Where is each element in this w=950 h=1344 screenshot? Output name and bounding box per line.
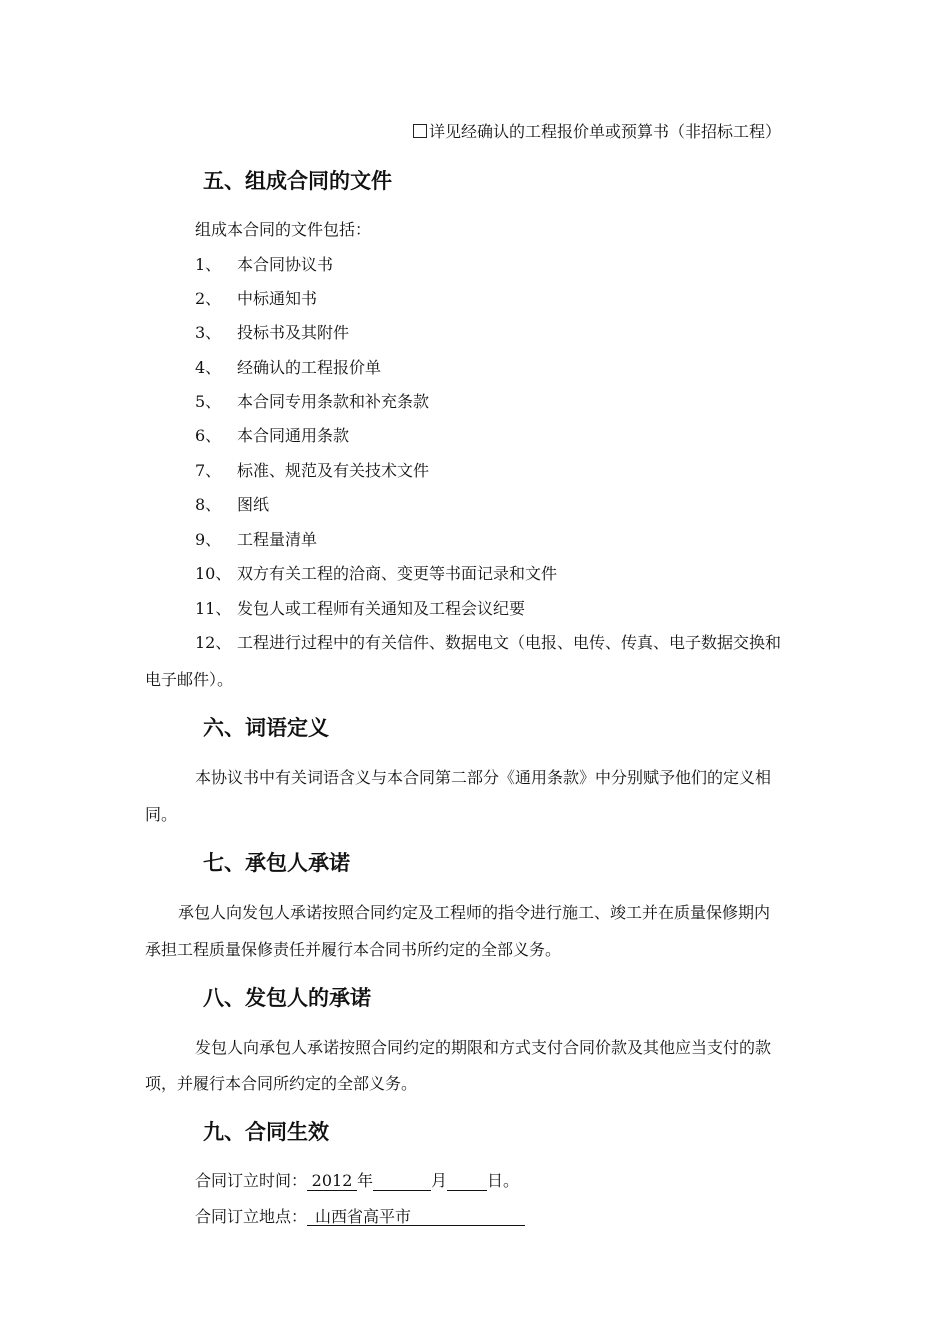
section9-title: 九、合同生效 xyxy=(203,1120,329,1144)
list-item: 本合同专用条款和补充条款 xyxy=(237,392,430,411)
month-field xyxy=(373,1171,431,1191)
section5-intro: 组成本合同的文件包括： xyxy=(195,220,372,239)
contract-date-label: 合同订立时间： xyxy=(195,1171,308,1190)
place-value: 山西省高平市 xyxy=(315,1207,412,1226)
section5-title: 五、组成合同的文件 xyxy=(203,169,392,193)
section7-title: 七、承包人承诺 xyxy=(203,851,350,875)
day-field xyxy=(447,1171,487,1191)
list-item: 经确认的工程报价单 xyxy=(237,358,382,377)
header-note-text: 详见经确认的工程报价单或预算书（非招标工程） xyxy=(429,122,782,141)
list-item-number: 5、 xyxy=(195,392,222,411)
section8-title: 八、发包人的承诺 xyxy=(203,986,371,1010)
day-unit: 日。 xyxy=(487,1171,520,1190)
list-item-number: 3、 xyxy=(195,323,222,342)
section6-paragraph-line: 同。 xyxy=(145,805,178,824)
list-item: 标准、规范及有关技术文件 xyxy=(237,461,430,480)
year-field xyxy=(307,1171,357,1191)
section8-paragraph-line: 发包人向承包人承诺按照合同约定的期限和方式支付合同价款及其他应当支付的款 xyxy=(195,1038,772,1057)
list-item: 双方有关工程的洽商、变更等书面记录和文件 xyxy=(237,564,558,583)
list-item: 投标书及其附件 xyxy=(237,323,350,342)
list-item-number: 6、 xyxy=(195,426,222,445)
section6-paragraph-line: 本协议书中有关词语含义与本合同第二部分《通用条款》中分别赋予他们的定义相 xyxy=(195,768,772,787)
list-item-number: 12、 xyxy=(195,633,232,652)
section7-paragraph-line: 承担工程质量保修责任并履行本合同书所约定的全部义务。 xyxy=(145,940,562,959)
list-item-continuation: 电子邮件）。 xyxy=(145,670,234,689)
section8-paragraph-line: 项，并履行本合同所约定的全部义务。 xyxy=(145,1074,418,1093)
list-item: 发包人或工程师有关通知及工程会议纪要 xyxy=(237,599,526,618)
list-item-number: 10、 xyxy=(195,564,232,583)
contract-place-line xyxy=(195,1207,525,1227)
list-item-number: 2、 xyxy=(195,289,222,308)
list-item: 工程量清单 xyxy=(237,530,318,549)
header-note xyxy=(413,122,781,142)
contract-date-line xyxy=(195,1171,519,1191)
year-unit: 年 xyxy=(357,1171,374,1190)
list-item: 本合同协议书 xyxy=(237,255,334,274)
list-item: 本合同通用条款 xyxy=(237,426,350,445)
list-item-number: 4、 xyxy=(195,358,222,377)
month-unit: 月 xyxy=(431,1171,448,1190)
checkbox-icon xyxy=(413,124,427,138)
place-field xyxy=(307,1207,525,1226)
section6-title: 六、词语定义 xyxy=(203,716,329,740)
section7-paragraph-line: 承包人向发包人承诺按照合同约定及工程师的指令进行施工、竣工并在质量保修期内 xyxy=(178,903,771,922)
list-item: 工程进行过程中的有关信件、数据电文（电报、电传、传真、电子数据交换和 xyxy=(237,633,782,652)
list-item: 中标通知书 xyxy=(237,289,318,308)
list-item-number: 9、 xyxy=(195,530,222,549)
list-item-number: 11、 xyxy=(195,599,232,618)
list-item: 图纸 xyxy=(237,495,270,514)
list-item-number: 8、 xyxy=(195,495,222,514)
list-item-number: 7、 xyxy=(195,461,222,480)
contract-place-label: 合同订立地点： xyxy=(195,1207,308,1226)
year-value: 2012 xyxy=(311,1171,353,1190)
list-item-number: 1、 xyxy=(195,255,222,274)
